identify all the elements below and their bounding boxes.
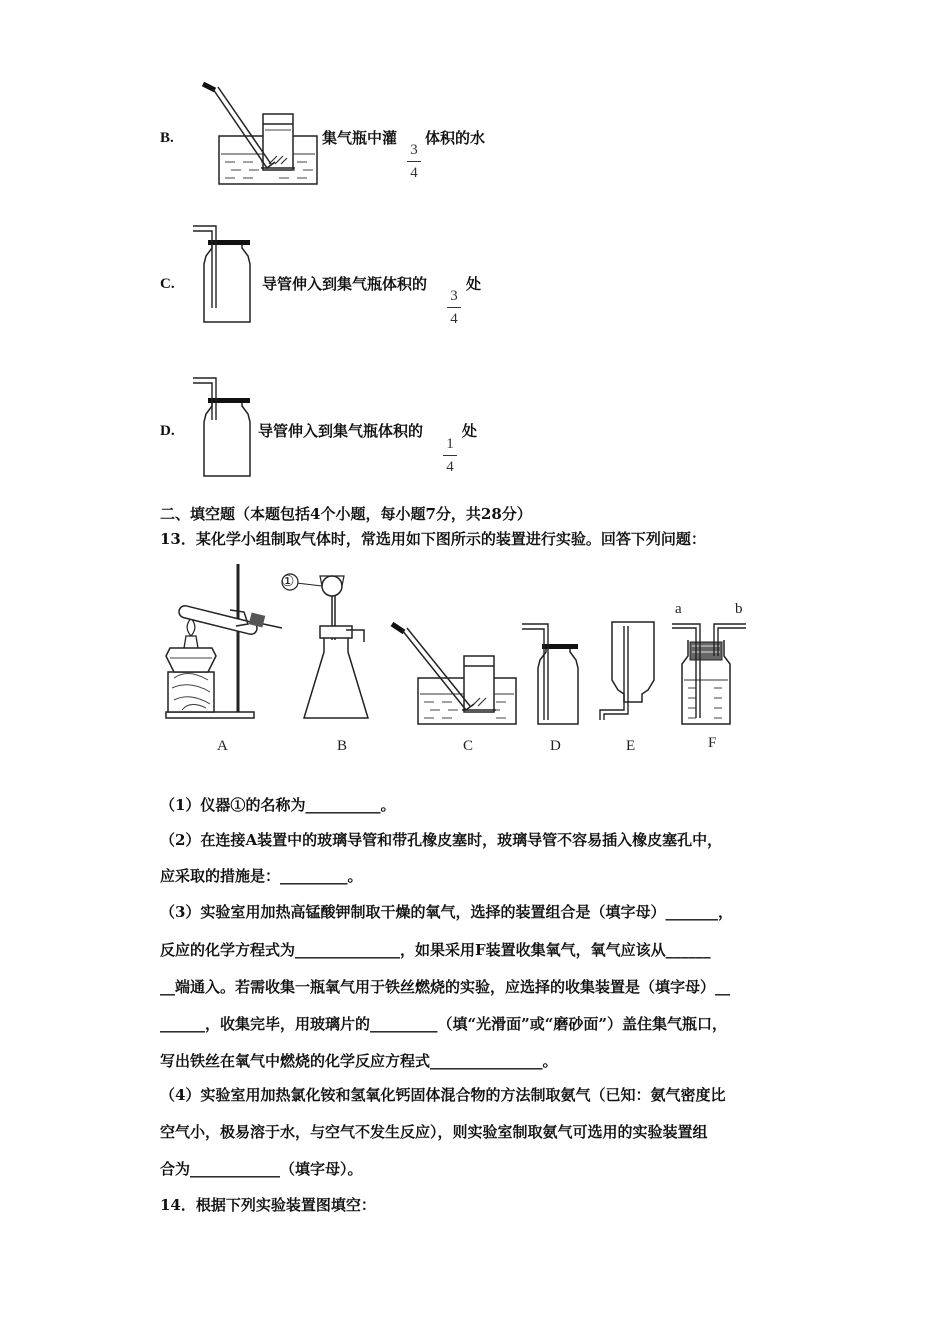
q14-stem: 14．根据下列实验装置图填空：: [160, 1196, 376, 1214]
q13-part4-line2: 空气小，极易溶于水，与空气不发生反应），则实验室制取氨气可选用的实验装置组: [160, 1123, 708, 1141]
fraction-denominator: 4: [446, 459, 454, 475]
q13-part2-line1: （2）在连接A装置中的玻璃导管和带孔橡皮塞时，玻璃导管不容易插入橡皮塞孔中，: [160, 831, 723, 849]
option-c-bottle-diagram: [190, 222, 270, 332]
apparatus-label-e: E: [626, 738, 636, 754]
apparatus-a: [166, 564, 282, 718]
option-d-letter: D.: [160, 423, 175, 439]
q13-part4-line1: （4）实验室用加热氯化铵和氢氧化钙固体混合物的方法制取氨气（已知：氨气密度比: [160, 1086, 726, 1104]
apparatus-b: [282, 574, 368, 718]
port-b-label: b: [735, 601, 743, 617]
q13-part3-line1: （3）实验室用加热高锰酸钾制取干燥的氧气，选择的装置组合是（填字母）_______，: [160, 903, 733, 921]
q13-part1: （1）仪器①的名称为__________。: [160, 796, 396, 814]
apparatus-label-d: D: [550, 738, 561, 754]
q13-part3-line3: __端通入。若需收集一瓶氧气用于铁丝燃烧的实验，应选择的收集装置是（填字母）__: [160, 978, 731, 996]
fraction-denominator: 4: [410, 165, 418, 181]
option-d-text-before: 导管伸入到集气瓶体积的: [258, 422, 424, 440]
fraction-denominator: 4: [450, 311, 458, 327]
option-c-fraction: [446, 288, 462, 327]
option-b-water-trough-diagram: [185, 80, 325, 190]
apparatus-figure: [160, 560, 780, 760]
option-c-letter: C.: [160, 276, 175, 292]
apparatus-label-c: C: [463, 738, 474, 754]
fraction-numerator: 1: [446, 436, 454, 452]
q13-part2-line2: 应采取的措施是：_________。: [160, 867, 363, 885]
q13-part3-line4: ______，收集完毕，用玻璃片的_________（填“光滑面”或“磨砂面”）盖住集气瓶口，: [160, 1015, 728, 1033]
instrument-marker: ①: [281, 574, 295, 590]
option-b-letter: B.: [160, 130, 174, 146]
fraction-numerator: 3: [450, 288, 458, 304]
section-heading: 二、填空题（本题包括4个小题，每小题7分，共28分）: [160, 505, 532, 523]
fraction-numerator: 3: [410, 142, 418, 158]
option-c-text-after: 处: [466, 275, 482, 293]
q13-part3-line5: 写出铁丝在氧气中燃烧的化学反应方程式_______________。: [160, 1052, 558, 1070]
option-b-fraction: [406, 142, 422, 181]
apparatus-e: [600, 622, 654, 720]
port-a-label: a: [675, 601, 682, 617]
option-b-text-after: 体积的水: [425, 129, 486, 147]
apparatus-label-b: B: [337, 738, 348, 754]
apparatus-d: [522, 624, 578, 724]
apparatus-f: [672, 624, 746, 724]
option-d-fraction: [442, 436, 458, 475]
q13-part3-line2: 反应的化学方程式为______________，如果采用F装置收集氧气，氧气应该从______: [160, 941, 711, 959]
q13-part4-line3: 合为____________（填字母）。: [160, 1160, 363, 1178]
option-d-text-after: 处: [462, 422, 478, 440]
option-c-text-before: 导管伸入到集气瓶体积的: [262, 275, 428, 293]
apparatus-label-f: F: [708, 735, 717, 751]
apparatus-c: [392, 624, 516, 724]
option-b-text-before: 集气瓶中灌: [322, 129, 398, 147]
apparatus-label-a: A: [217, 738, 228, 754]
q13-stem: 13．某化学小组制取气体时，常选用如下图所示的装置进行实验。回答下列问题：: [160, 530, 706, 548]
